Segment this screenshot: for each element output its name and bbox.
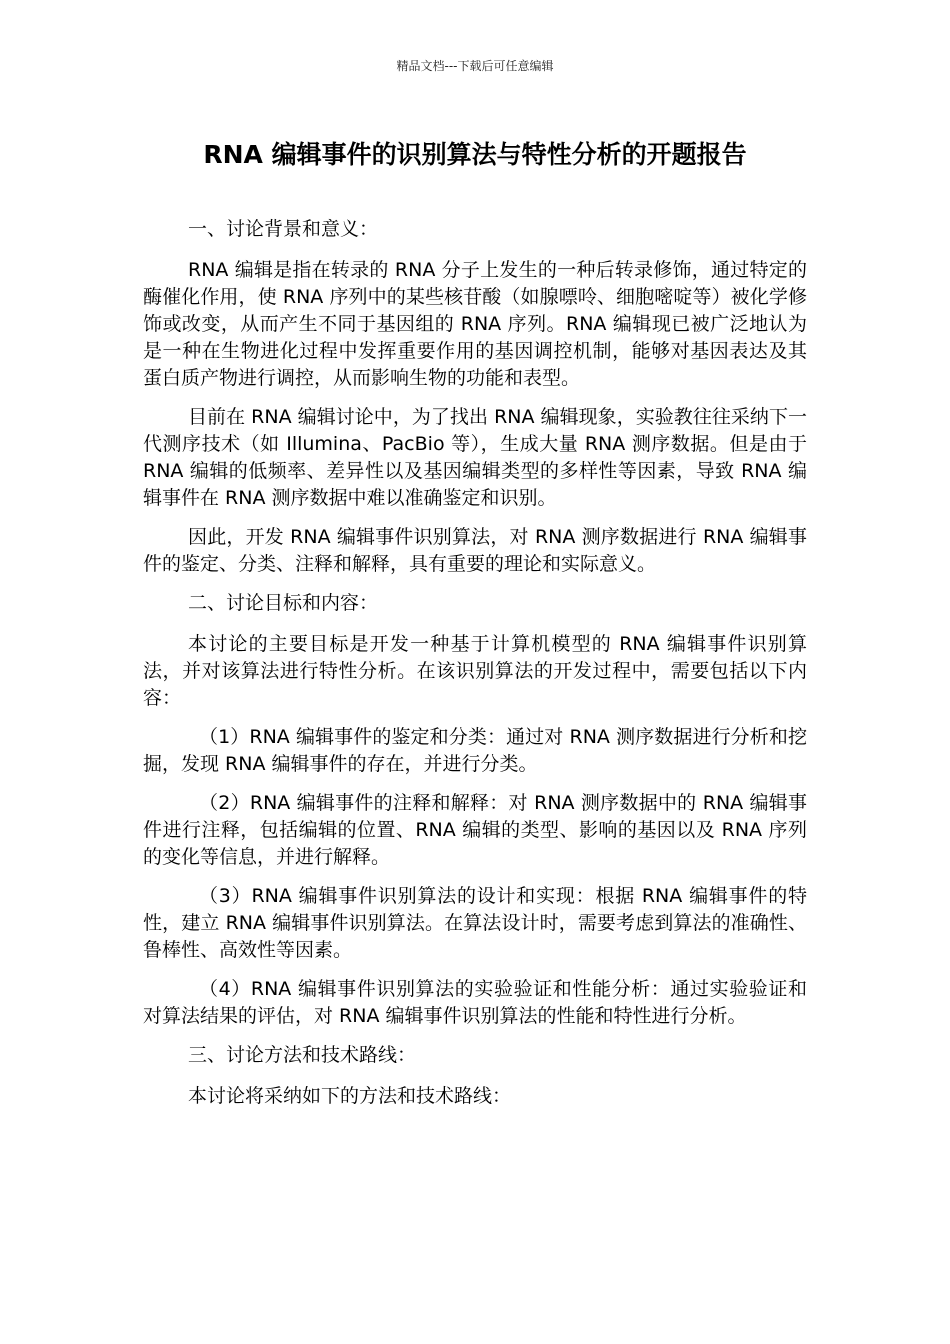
section-heading-background: 一、讨论背景和意义： <box>188 218 379 240</box>
document-body <box>143 216 807 1122</box>
paragraph-current-research: 目前在 RNA 编辑讨论中，为了找出 RNA 编辑现象，实验教往往采纳下一代测序技术（如 Illumina、PacBio 等），生成大量 RNA 测序数据。但是由于 RNA 编辑的低频率、差异性以及基因编辑类型的多样性等因素，导致 RNA 编辑事件在 RNA 测序数据中难以准确鉴定和识别。 <box>143 406 807 509</box>
document-title: RNA 编辑事件的识别算法与特性分析的开题报告 <box>203 140 747 169</box>
list-item: （1）RNA 编辑事件的鉴定和分类：通过对 RNA 测序数据进行分析和挖掘，发现 RNA 编辑事件的存在，并进行分类。 <box>143 726 807 775</box>
paragraph-methods-intro: 本讨论将采纳如下的方法和技术路线： <box>188 1085 512 1107</box>
header-note: 精品文档---下载后可任意编辑 <box>396 59 554 73</box>
paragraph-main-goal: 本讨论的主要目标是开发一种基于计算机模型的 RNA 编辑事件识别算法，并对该算法进行特性分析。在该识别算法的开发过程中，需要包括以下内容： <box>143 633 807 709</box>
section-heading-goals: 二、讨论目标和内容： <box>188 592 379 614</box>
list-item: （2）RNA 编辑事件的注释和解释：对 RNA 测序数据中的 RNA 编辑事件进行注释，包括编辑的位置、RNA 编辑的类型、影响的基因以及 RNA 序列的变化等信息，并进行解释。 <box>143 792 807 868</box>
paragraph-significance: 因此，开发 RNA 编辑事件识别算法，对 RNA 测序数据进行 RNA 编辑事件的鉴定、分类、注释和解释，具有重要的理论和实际意义。 <box>143 526 807 575</box>
paragraph-rna-editing-definition: RNA 编辑是指在转录的 RNA 分子上发生的一种后转录修饰，通过特定的酶催化作用，使 RNA 序列中的某些核苷酸（如腺嘌呤、细胞嘧啶等）被化学修饰或改变，从而产生不同于基因组的 RNA 序列。RNA 编辑现已被广泛地认为是一种在生物进化过程中发挥重要作用的基因调控机制，能够对基因表达及其蛋白质产物进行调控，从而影响生物的功能和表型。 <box>143 259 807 389</box>
section-heading-methods: 三、讨论方法和技术路线： <box>188 1044 417 1066</box>
list-item: （4）RNA 编辑事件识别算法的实验验证和性能分析：通过实验验证和对算法结果的评估，对 RNA 编辑事件识别算法的性能和特性进行分析。 <box>143 978 807 1027</box>
list-item: （3）RNA 编辑事件识别算法的设计和实现：根据 RNA 编辑事件的特性，建立 RNA 编辑事件识别算法。在算法设计时，需要考虑到算法的准确性、鲁棒性、高效性等因素。 <box>143 885 807 961</box>
